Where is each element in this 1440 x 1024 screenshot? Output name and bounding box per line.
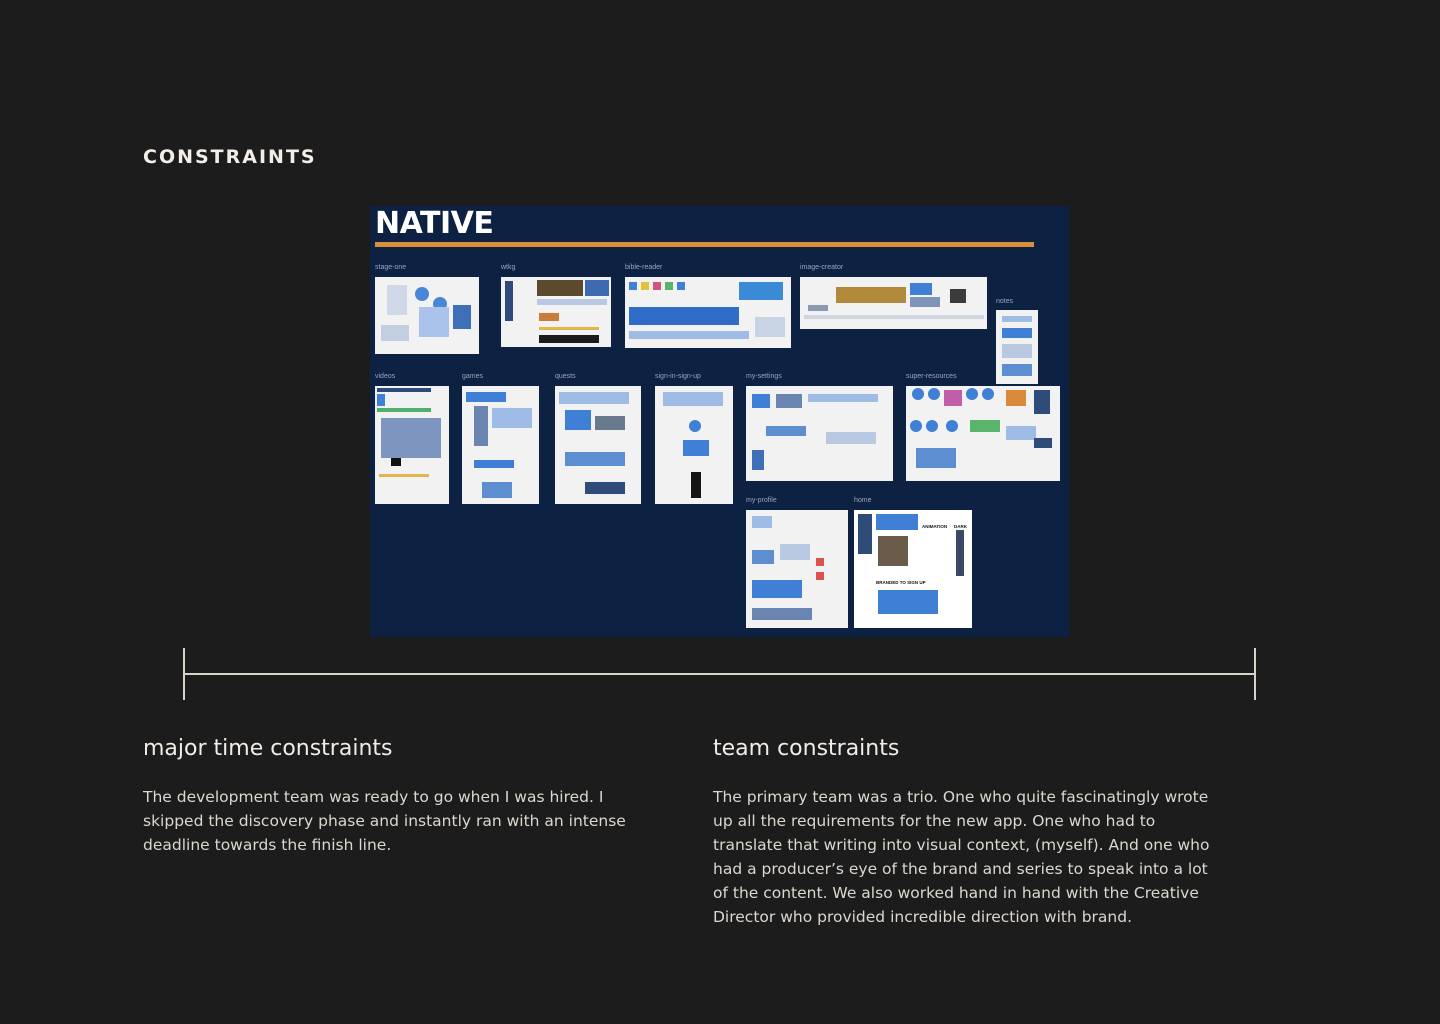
- home-dark-label: DARK: [954, 524, 967, 529]
- frame-home: [854, 510, 972, 628]
- frame-image-creator: [800, 277, 987, 329]
- section-heading: CONSTRAINTS: [143, 146, 317, 168]
- frame-my-settings: [746, 386, 893, 481]
- frame-my-profile: [746, 510, 848, 628]
- home-animation-label: ANIMATION: [922, 524, 948, 529]
- section-label-games: games: [462, 373, 484, 380]
- home-branded-label: BRANDED TO SIGN UP: [876, 580, 926, 585]
- section-label-videos: videos: [375, 373, 396, 380]
- board-title: NATIVE: [375, 206, 494, 241]
- team-constraints-body: The primary team was a trio. One who quite fascinatingly wrote up all the requirements for the new app. One who had to translate that writing into visual context, (myself). And one who had a producer’s eye of the brand and series to speak into a lot of the content. We also worked hand in hand with the Creative Director who provided incredible direction with brand.: [713, 788, 1210, 926]
- timeline-end-tick: [1254, 648, 1256, 700]
- native-board-image: [370, 206, 1069, 637]
- time-constraints-body: The development team was ready to go when I was hired. I skipped the discovery phase and instantly ran with an intense deadline towards the finish line.: [143, 788, 626, 854]
- frame-bible-reader: [625, 277, 791, 348]
- section-label-wtkg: wtkg: [501, 264, 516, 271]
- timeline-line: [183, 673, 1256, 675]
- section-label-my-settings: my-settings: [746, 373, 782, 380]
- frame-stage-one: [375, 277, 479, 354]
- team-constraints-title: team constraints: [713, 736, 900, 761]
- board-accent-rule: [375, 242, 1034, 247]
- frame-super-resources: [906, 386, 1060, 481]
- frame-games: [462, 386, 539, 504]
- section-label-quests: quests: [555, 373, 576, 380]
- section-label-home: home: [854, 497, 872, 504]
- frame-wtkg: [501, 277, 611, 347]
- section-label-stage-one: stage-one: [375, 264, 407, 271]
- section-label-notes: notes: [996, 298, 1014, 305]
- section-label-sign-in-sign-up: sign-in-sign-up: [655, 373, 701, 380]
- frame-quests: [555, 386, 641, 504]
- section-label-image-creator: image-creator: [800, 264, 844, 271]
- frame-videos: [375, 386, 449, 504]
- section-label-super-resources: super-resources: [906, 373, 957, 380]
- section-label-my-profile: my-profile: [746, 497, 777, 504]
- frame-sign-in-sign-up: [655, 386, 733, 504]
- timeline-bracket: [183, 648, 1256, 700]
- frame-notes: [996, 310, 1038, 384]
- time-constraints-title: major time constraints: [143, 736, 393, 761]
- section-label-bible-reader: bible-reader: [625, 264, 663, 271]
